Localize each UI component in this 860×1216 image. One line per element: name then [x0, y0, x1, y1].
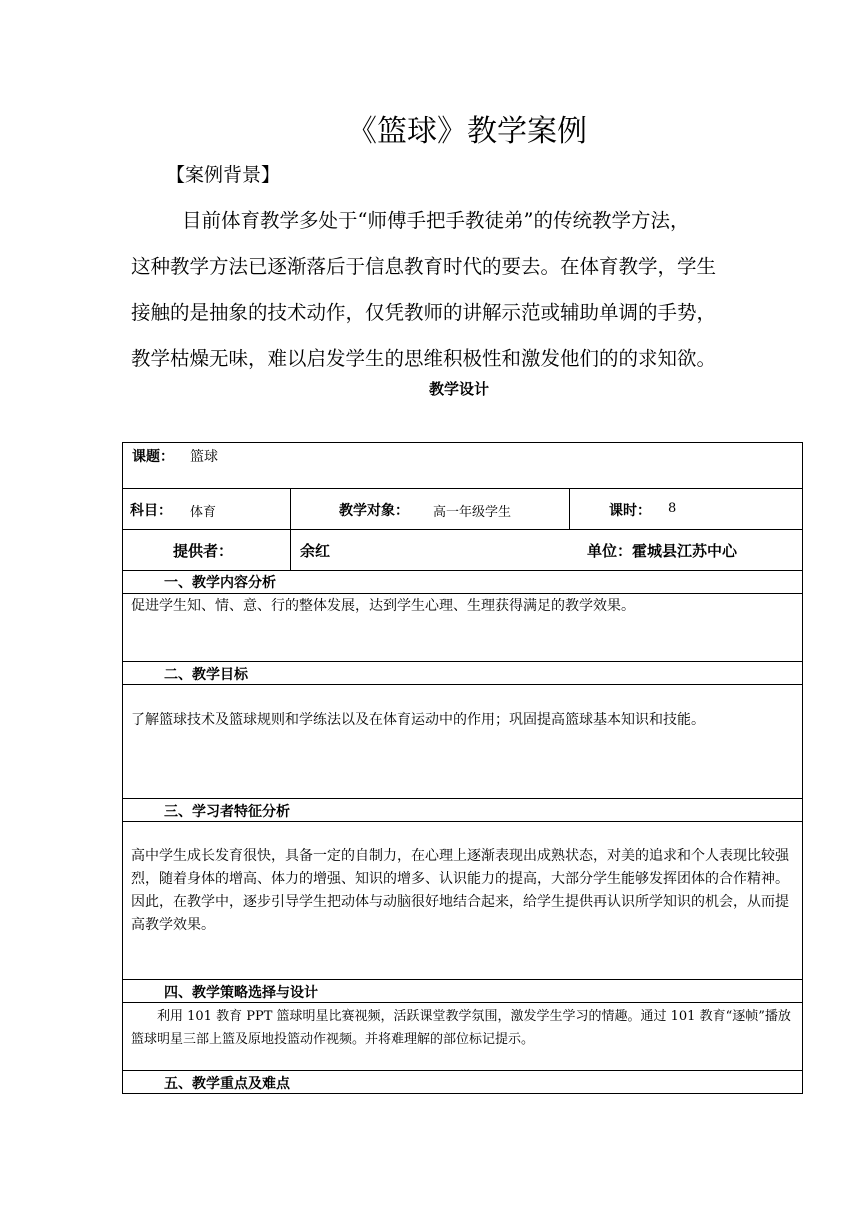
column-divider: [290, 488, 291, 570]
background-line-1: 目前体育教学多处于“师傅手把手教徒弟”的传统教学方法，: [182, 209, 690, 232]
section-heading-strategy: 四、教学策略选择与设计: [164, 985, 318, 1001]
row-divider: [122, 593, 803, 594]
background-line-3: 接触的是抽象的技术动作，仅凭教师的讲解示范或辅助单调的手势，: [131, 301, 717, 324]
section-strategy: 利用 101 教育 PPT 篮球明星比赛视频，活跃课堂教学氛围，激发学生学习的情趣。通过 101 教育“逐帧”播放篮球明星三部上篮及原地投篮动作视频。并将难理解的部位标记提示。: [131, 1009, 791, 1047]
document-title: 《篮球》教学案例: [347, 114, 587, 149]
row-divider: [122, 684, 803, 685]
row-divider: [122, 1002, 803, 1003]
subject-label: 科目：: [130, 503, 172, 519]
hours-label: 课时：: [609, 503, 651, 519]
row-divider: [122, 488, 803, 489]
column-divider: [569, 488, 570, 529]
row-divider: [122, 661, 803, 662]
table-border-right: [802, 442, 803, 1094]
subject-value: 体育: [190, 505, 217, 520]
section-objectives: 了解篮球技术及篮球规则和学练法以及在体育运动中的作用；巩固提高篮球基本知识和技能。: [131, 712, 705, 728]
row-divider: [122, 979, 803, 980]
design-heading: 教学设计: [428, 380, 489, 398]
background-heading: 【案例背景】: [166, 164, 281, 186]
hours-value: 8: [668, 501, 677, 516]
table-border-left: [122, 442, 123, 1094]
table-border-top: [122, 442, 803, 443]
section-heading-content-analysis: 一、教学内容分析: [164, 575, 276, 591]
section-content-analysis: 促进学生知、情、意、行的整体发展，达到学生心理、生理获得满足的教学效果。: [131, 598, 635, 614]
target-label: 教学对象：: [339, 503, 409, 519]
background-line-2: 这种教学方法已逐渐落后于信息教育时代的要去。在体育教学，学生: [131, 255, 717, 278]
unit-label: 单位：霍城县江苏中心: [587, 542, 738, 560]
section-heading-learner-analysis: 三、学习者特征分析: [164, 804, 290, 820]
topic-value: 篮球: [190, 449, 218, 465]
section-heading-key-points: 五、教学重点及难点: [164, 1076, 290, 1092]
provider-label: 提供者：: [173, 542, 234, 560]
topic-label: 课题：: [132, 449, 174, 465]
section-heading-objectives: 二、教学目标: [164, 667, 248, 683]
row-divider: [122, 821, 803, 822]
provider-value: 余红: [300, 542, 331, 560]
section-learner-analysis: 高中学生成长发育很快，具备一定的自制力，在心理上逐渐表现出成熟状态，对美的追求和个人表现比较强烈，随着身体的增高、体力的增强、知识的增多、认识能力的提高，大部分学生能够发挥团体的合作精神。因此，在教学中，逐步引导学生把动体与动脑很好地结合起来，给学生提供再认识所学知识的机会，从而提高教学效果。: [131, 848, 789, 933]
table-border-bottom: [122, 1093, 803, 1094]
row-divider: [122, 570, 803, 571]
row-divider: [122, 798, 803, 799]
target-value: 高一年级学生: [433, 505, 512, 520]
row-divider: [122, 529, 803, 530]
background-line-4: 教学枯燥无味，难以启发学生的思维积极性和激发他们的的求知欲。: [131, 347, 717, 370]
row-divider: [122, 1070, 803, 1071]
